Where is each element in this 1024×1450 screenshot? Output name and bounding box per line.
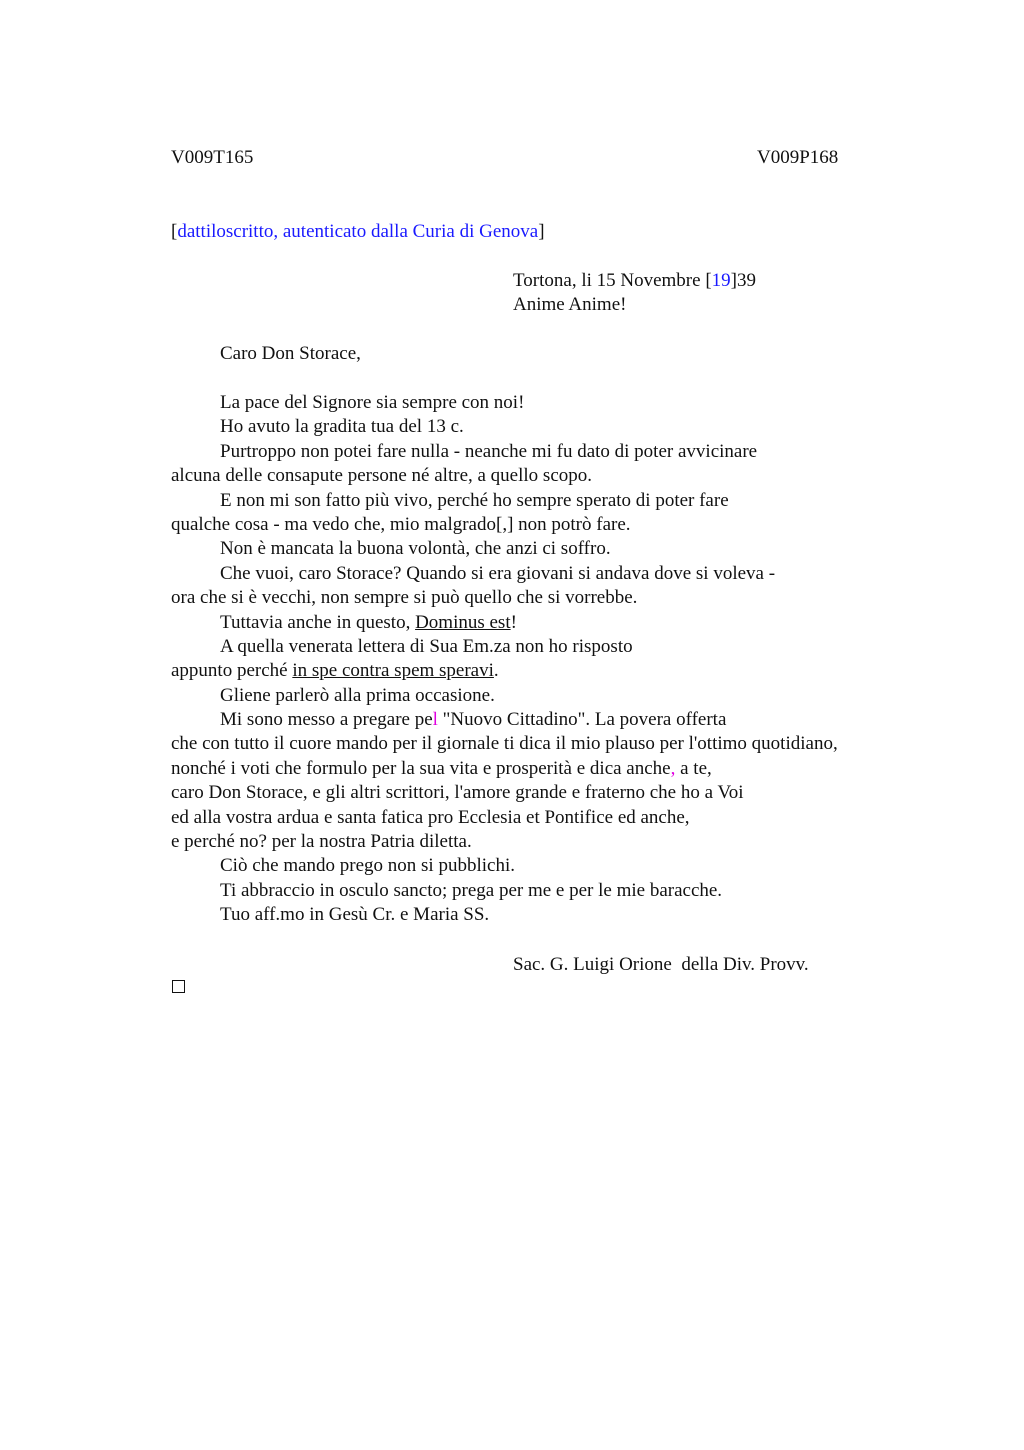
header-left-code: V009T165 (171, 147, 254, 168)
body-line: Ciò che mando prego non si pubblichi. (220, 855, 515, 877)
year-insert: 19 (711, 270, 731, 291)
note-text: dattiloscritto, autenticato dalla Curia di Genova (177, 221, 539, 242)
body-line: Purtroppo non potei fare nulla - neanche mi fu dato di poter avvicinare (220, 440, 758, 462)
signature: Sac. G. Luigi Orione della Div. Provv. (513, 954, 809, 975)
body-line: ora che si è vecchi, non sempre si può quello che si vorrebbe. (171, 587, 638, 609)
motto: Anime Anime! (513, 294, 627, 315)
body-line: A quella venerata lettera di Sua Em.za non ho risposto (220, 635, 633, 657)
place-date-suffix: ]39 (730, 270, 756, 291)
body-line: E non mi son fatto più vivo, perché ho sempre sperato di poter fare (220, 489, 729, 511)
letter-body (171, 391, 931, 928)
body-line (171, 757, 931, 781)
note-close-bracket: ] (538, 221, 545, 242)
text-span: Mi sono messo a pregare pe (220, 709, 433, 731)
place-date-prefix: Tortona, li 15 Novembre [ (513, 270, 712, 291)
body-line: Ti abbraccio in osculo sancto; prega per me e per le mie baracche. (220, 879, 723, 901)
text-span: nonché i voti che formulo per la sua vita e prosperità e dica anche (171, 757, 671, 779)
body-line (171, 659, 931, 683)
body-line: ed alla vostra ardua e santa fatica pro Ecclesia et Pontifice ed anche, (171, 806, 690, 828)
place-date (513, 269, 756, 293)
text-span: ! (510, 611, 517, 633)
body-line: alcuna delle consapute persone né altre, a quello scopo. (171, 465, 592, 487)
body-line: caro Don Storace, e gli altri scrittori, l'amore grande e fraterno che ho a Voi (171, 782, 744, 804)
body-line: qualche cosa - ma vedo che, mio malgrado[,] non potrò fare. (171, 513, 631, 535)
body-line: Tuo aff.mo in Gesù Cr. e Maria SS. (220, 904, 490, 926)
header-right-code: V009P168 (757, 147, 839, 168)
text-span: "Nuovo Cittadino". La povera offerta (437, 709, 727, 731)
editorial-correction: , (670, 757, 676, 779)
underlined-phrase: in spe contra spem speravi (292, 660, 494, 682)
body-line (171, 611, 931, 635)
body-line: e perché no? per la nostra Patria diletta. (171, 831, 472, 853)
text-span: a te, (675, 757, 712, 779)
body-line: Gliene parlerò alla prima occasione. (220, 684, 495, 706)
editorial-note (171, 220, 545, 244)
text-span: Tuttavia anche in questo, (220, 611, 416, 633)
body-line (171, 708, 931, 732)
text-span: . (493, 660, 499, 682)
square-icon (172, 980, 185, 993)
body-line: Non è mancata la buona volontà, che anzi ci soffro. (220, 538, 611, 560)
body-line: Che vuoi, caro Storace? Quando si era giovani si andava dove si voleva - (220, 562, 776, 584)
text-span: appunto perché (171, 660, 293, 682)
salutation: Caro Don Storace, (220, 343, 361, 364)
note-open-bracket: [ (171, 221, 178, 242)
underlined-phrase: Dominus est (415, 611, 511, 633)
body-line: che con tutto il cuore mando per il giornale ti dica il mio plauso per l'ottimo quotidiano, (171, 733, 838, 755)
editorial-correction: l (432, 709, 438, 731)
body-line: Ho avuto la gradita tua del 13 c. (220, 416, 464, 438)
body-line: La pace del Signore sia sempre con noi! (220, 392, 525, 413)
